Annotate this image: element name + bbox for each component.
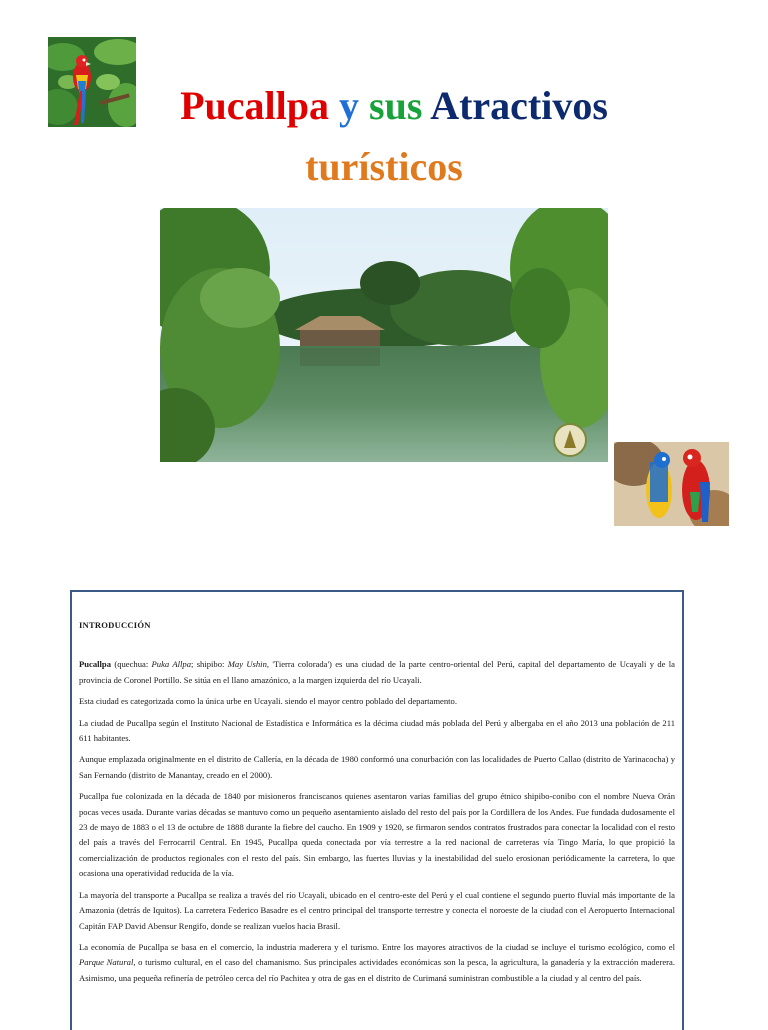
paragraph-6: La mayoría del transporte a Pucallpa se realiza a través del río Ucayali, ubicado en el centro-este del Perú y el cual contiene el segundo puerto fluvial más importante de la Amazonia (detrás de Iquitos). La carretera Federico Basadre es el centro principal del transporte terrestre y conecta el noroeste de la ciudad con el Aeropuerto Internacional Capitán FAP David Abensur Rengifo, donde se realizan vuelos hacia Brasil. — [79, 889, 675, 931]
shipibo-name: May Ushin — [227, 659, 267, 670]
quechua-name: Puka Allpa — [151, 659, 191, 670]
title-word-y: y — [339, 83, 359, 128]
p1-text-a: (quechua: — [111, 659, 152, 670]
title-word-atractivos: Atractivos — [430, 83, 608, 128]
title-word-pucallpa: Pucallpa — [180, 83, 329, 128]
paragraph-1 — [79, 657, 675, 688]
p1-text-c: , 'Tierra colorada') es una ciudad de la parte centro-oriental del Perú, capital del departamento de Ucayali y de la provincia de Coronel Portillo. Se sitúa en el llano amazónico, a la margen izquierda del río Ucayali. — [79, 659, 675, 685]
paragraph-4: Aunque emplazada originalmente en el distrito de Callería, en la década de 1980 conformó una conurbación con las localidades de Puerto Callao (distrito de Yarinacocha) y San Fernando (distrito de Manantay, creado en el 2000). — [79, 754, 675, 780]
lake-landscape-image — [160, 208, 608, 462]
pucallpa-bold-name: Pucallpa — [79, 659, 111, 670]
paragraph-3: La ciudad de Pucallpa según el Instituto Nacional de Estadística e Informática es la décima ciudad más poblada del Perú y albergaba en el año 2013 una población de 211 611 habitantes. — [79, 717, 675, 744]
introduction-text-box — [70, 590, 684, 1030]
page-title-line-2: turísticos — [305, 144, 463, 189]
paragraph-7 — [79, 940, 675, 986]
macaws-image — [614, 442, 729, 526]
paragraph-5: Pucallpa fue colonizada en la década de 1840 por misioneros franciscanos quienes asentaron varias familias del grupo étnico shipibo-conibo con el nombre Nueva Orán pocas veces usada. Durante varias décadas se mantuvo como un pequeño asentamiento aislado del resto del país por la Cordillera de los Andes. Fue fundada dudosamente el 23 de mayo de 1883 o el 13 de octubre de 1888 durante la fiebre del caucho. En 1909 y 1920, se firmaron sendos contratos frustrados para conectar la localidad con el resto del país a través del Ferrocarril Central. En 1945, Pucallpa queda conectada por vía terrestre a la red nacional de carreteras vía Tingo María, lo que propició la comercialización de productos regionales con el resto del país. Sin embargo, las fuertes lluvias y la inestabilidad del suelo erosionan periódicamente la carretera, lo que ocasiona una operatividad reducida de la vía. — [79, 791, 675, 879]
p7-text-b: , o turismo cultural, en el caso del chamanismo. Sus principales actividades económicas son la pesca, la agricultura, la ganadería y la extracción maderera. Asimismo, una pequeña refinería de petróleo cerca del río Pachitea y otra de gas en el distrito de Curimaná suministran combustible a la ciudad y al centro del país. — [79, 957, 675, 983]
title-word-sus: sus — [369, 83, 423, 128]
p7-text-a: La economía de Pucallpa se basa en el comercio, la industria maderera y el turismo. Entre los mayores atractivos de la ciudad se incluye el turismo ecológico, como el — [79, 941, 675, 952]
introduction-heading: INTRODUCCIÓN — [79, 620, 151, 630]
parque-natural: Parque Natural — [79, 957, 134, 968]
p1-text-b: ; shipibo: — [191, 659, 228, 670]
paragraph-2: Esta ciudad es categorizada como la única urbe en Ucayali. siendo el mayor centro poblado del departamento. — [79, 696, 457, 707]
page-title-line-1 — [10, 82, 768, 130]
